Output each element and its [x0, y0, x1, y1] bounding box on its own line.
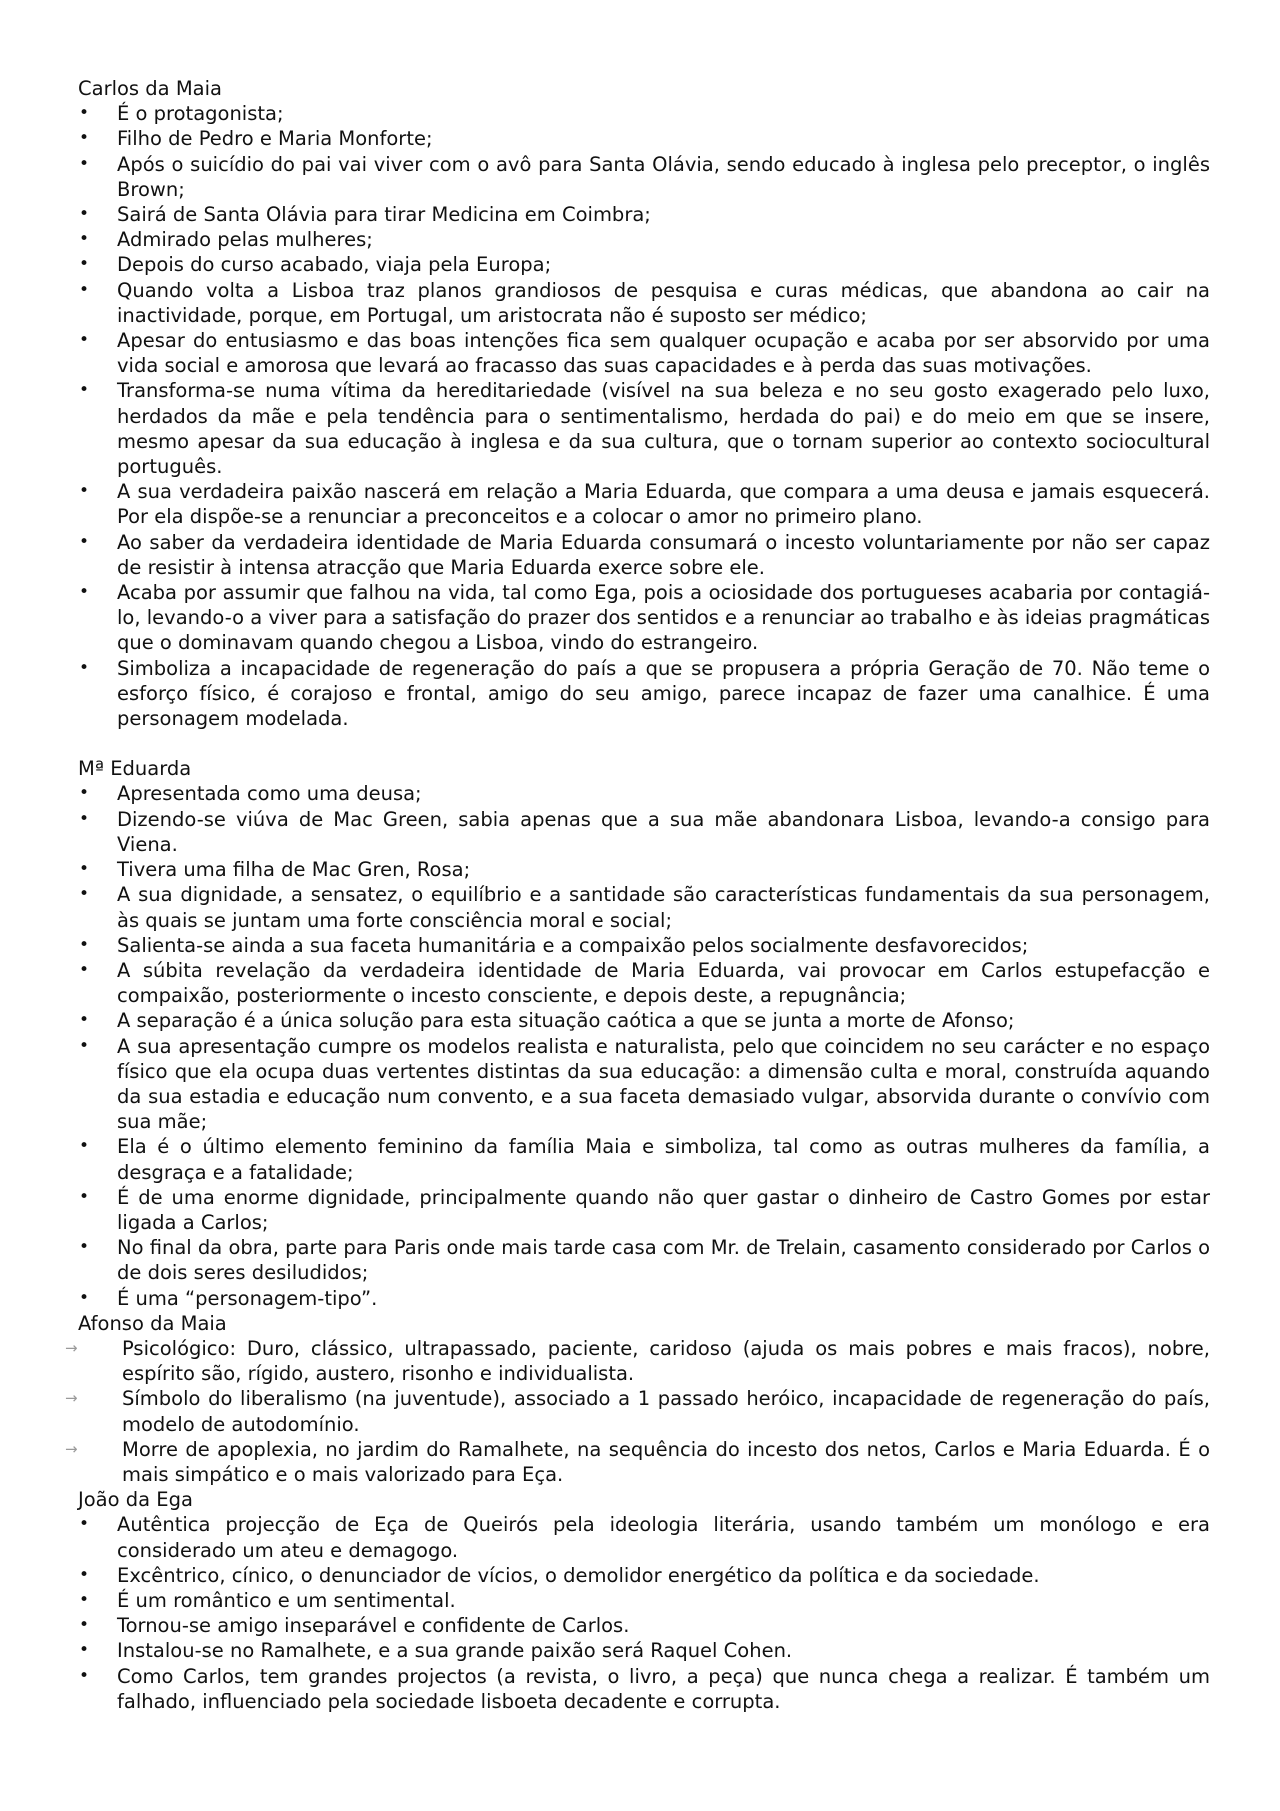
list-item-text: No final da obra, parte para Paris onde mais tarde casa com Mr. de Trelain, casamento considerado por Carlos o de dois seres desiludidos; [117, 1236, 1210, 1285]
bullet-icon: • [79, 1287, 90, 1308]
bullet-icon: • [79, 1010, 90, 1031]
section-title: Afonso da Maia [78, 1311, 227, 1335]
section-carlos-da-maia [78, 76, 1210, 731]
list-item-text: A separação é a única solução para esta situação caótica a que se junta a morte de Afonso; [117, 1009, 1015, 1033]
list-item [78, 152, 1210, 202]
list-item-text: Excêntrico, cínico, o denunciador de vícios, o demolidor energético da política e da sociedade. [117, 1563, 1040, 1587]
list-item-text: Ela é o último elemento feminino da família Maia e simboliza, tal como as outras mulheres da família, a desgraça e a fatalidade; [117, 1135, 1210, 1184]
bullet-icon: • [79, 657, 90, 678]
list-item [78, 1185, 1210, 1235]
bullet-icon: • [79, 1640, 90, 1661]
list-item-text: É um romântico e um sentimental. [117, 1588, 456, 1612]
list-item [65, 1437, 1210, 1487]
arrow-right-icon: → [65, 1389, 78, 1408]
list-item [78, 882, 1210, 932]
bullet-icon: • [79, 959, 90, 980]
list-item [78, 378, 1210, 479]
list-item [78, 1588, 1210, 1613]
arrow-list [65, 1336, 1210, 1487]
list-item [78, 252, 1210, 277]
list-item [78, 328, 1210, 378]
list-item-text: Simboliza a incapacidade de regeneração do país a que se propusera a própria Geração de 70. Não teme o esforço físico, é corajoso e frontal, amigo do seu amigo, parece incapaz de fazer uma canalhice. É uma personagem modelada. [117, 656, 1210, 731]
list-item-text: Tivera uma filha de Mac Gren, Rosa; [117, 858, 471, 882]
list-item [78, 126, 1210, 151]
section-title: Mª Eduarda [78, 757, 192, 781]
list-item-text: Como Carlos, tem grandes projectos (a revista, o livro, a peça) que nunca chega a realizar. É também um falhado, influenciado pela sociedade lisboeta decadente e corrupta. [117, 1664, 1210, 1713]
list-item-text: A sua dignidade, a sensatez, o equilíbrio e a santidade são características fundamentais da sua personagem, às quais se juntam uma forte consciência moral e social; [117, 883, 1210, 932]
list-item-text: Depois do curso acabado, viaja pela Europa; [117, 253, 552, 277]
bullet-icon: • [79, 481, 90, 502]
list-item [78, 101, 1210, 126]
section-title: Carlos da Maia [78, 77, 222, 100]
list-item-text: A súbita revelação da verdadeira identidade de Maria Eduarda, vai provocar em Carlos estupefacção e compaixão, posteriormente o incesto consciente, e depois deste, a repugnância; [117, 958, 1210, 1008]
list-item-text: Dizendo-se viúva de Mac Green, sabia apenas que a sua mãe abandonara Lisboa, levando-a consigo para Viena. [117, 807, 1210, 856]
list-item [78, 857, 1210, 882]
bullet-icon: • [79, 153, 90, 174]
list-item-text: Apresentada como uma deusa; [117, 782, 422, 806]
list-item [78, 479, 1210, 529]
list-item-text: A sua verdadeira paixão nascerá em relação a Maria Eduarda, que compara a uma deusa e jamais esquecerá. Por ela dispõe-se a renunciar a preconceitos e a colocar o amor no primeiro plano. [117, 480, 1210, 529]
list-item-text: Apesar do entusiasmo e das boas intenções fica sem qualquer ocupação e acaba por ser absorvido por uma vida social e amorosa que levará ao fracasso das suas capacidades e à perda das suas motivações. [117, 329, 1210, 378]
bullet-icon: • [79, 279, 90, 300]
bullet-icon: • [79, 254, 90, 275]
list-item [78, 580, 1210, 656]
list-item [78, 1563, 1210, 1588]
list-item [78, 958, 1210, 1008]
list-item [65, 1386, 1210, 1436]
list-item-text: Sairá de Santa Olávia para tirar Medicina em Coimbra; [117, 203, 651, 227]
bullet-icon: • [79, 1136, 90, 1157]
bullet-icon: • [79, 859, 90, 880]
document-page [65, 76, 1210, 1714]
list-item-text: Salienta-se ainda a sua faceta humanitária e a compaixão pelos socialmente desfavorecidos; [117, 933, 1029, 957]
list-item-text: Após o suicídio do pai vai viver com o avô para Santa Olávia, sendo educado à inglesa pelo preceptor, o inglês Brown; [117, 152, 1210, 201]
list-item [78, 1008, 1210, 1033]
list-item-text: Transforma-se numa vítima da hereditariedade (visível na sua beleza e no seu gosto exagerado pelo luxo, herdados da mãe e pela tendência para o sentimentalismo, herdada do pai) e do meio em que se insere, mesmo apesar da sua educação à inglesa e da sua cultura, que o tornam superior ao contexto sociocultural português. [117, 379, 1210, 479]
list-item [78, 933, 1210, 958]
arrow-right-icon: → [65, 1439, 78, 1458]
list-item-text: Filho de Pedro e Maria Monforte; [117, 127, 433, 151]
section-title: João da Ega [78, 1488, 193, 1512]
list-item [78, 807, 1210, 857]
list-item-text: Símbolo do liberalismo (na juventude), associado a 1 passado heróico, incapacidade de regeneração do país, modelo de autodomínio. [122, 1387, 1210, 1436]
list-item [78, 530, 1210, 580]
bullet-icon: • [79, 1514, 90, 1535]
list-item [78, 656, 1210, 732]
bullet-icon: • [79, 783, 90, 804]
section-spacer [78, 731, 1210, 756]
list-item-text: Morre de apoplexia, no jardim do Ramalhete, na sequência do incesto dos netos, Carlos e Maria Eduarda. É o mais simpático e o mais valorizado para Eça. [122, 1437, 1210, 1486]
list-item [78, 1235, 1210, 1285]
list-item-text: Ao saber da verdadeira identidade de Maria Eduarda consumará o incesto voluntariamente por não ser capaz de resistir à intensa atracção que Maria Eduarda exerce sobre ele. [117, 530, 1210, 579]
bullet-icon: • [79, 204, 90, 225]
arrow-right-icon: → [65, 1338, 78, 1357]
bullet-icon: • [79, 884, 90, 905]
bullet-icon: • [79, 934, 90, 955]
bullet-list [78, 101, 1210, 731]
list-item [78, 1664, 1210, 1714]
bullet-icon: • [79, 1665, 90, 1686]
list-item [78, 1638, 1210, 1663]
bullet-icon: • [79, 380, 90, 401]
section-maria-eduarda [78, 756, 1210, 1310]
list-item-text: Admirado pelas mulheres; [117, 228, 373, 252]
list-item [78, 781, 1210, 806]
list-item-text: Tornou-se amigo inseparável e confidente de Carlos. [117, 1614, 630, 1638]
list-item [78, 278, 1210, 328]
bullet-icon: • [79, 128, 90, 149]
list-item [78, 1286, 1210, 1311]
bullet-icon: • [79, 1186, 90, 1207]
list-item [78, 1034, 1210, 1135]
section-joao-da-ega [78, 1487, 1210, 1714]
bullet-icon: • [79, 1589, 90, 1610]
bullet-list [78, 781, 1210, 1310]
list-item [65, 1336, 1210, 1386]
list-item-text: Quando volta a Lisboa traz planos grandiosos de pesquisa e curas médicas, que abandona ao cair na inactividade, porque, em Portugal, um aristocrata não é suposto ser médico; [117, 278, 1210, 327]
bullet-icon: • [79, 1237, 90, 1258]
bullet-icon: • [79, 103, 90, 124]
bullet-icon: • [79, 229, 90, 250]
list-item [78, 202, 1210, 227]
list-item-text: A sua apresentação cumpre os modelos realista e naturalista, pelo que coincidem no seu carácter e no espaço físico que ela ocupa duas vertentes distintas da sua educação: a dimensão culta e moral, construída aquando da sua estadia e educação num convento, e a sua faceta demasiado vulgar, absorvida durante o convívio com sua mãe; [117, 1034, 1210, 1134]
bullet-icon: • [79, 531, 90, 552]
bullet-icon: • [79, 808, 90, 829]
list-item-text: É o protagonista; [117, 102, 284, 126]
section-afonso-da-maia [65, 1311, 1210, 1487]
list-item-text: Autêntica projecção de Eça de Queirós pela ideologia literária, usando também um monólogo e era considerado um ateu e demagogo. [117, 1513, 1210, 1562]
list-item [78, 1512, 1210, 1562]
list-item-text: Acaba por assumir que falhou na vida, tal como Ega, pois a ociosidade dos portugueses acabaria por contagiá-lo, levando-o a viver para a satisfação do prazer dos sentidos e a renunciar ao trabalho e às ideias pragmáticas que o dominavam quando chegou a Lisboa, vindo do estrangeiro. [117, 581, 1210, 655]
list-item-text: Instalou-se no Ramalhete, e a sua grande paixão será Raquel Cohen. [117, 1639, 793, 1663]
bullet-icon: • [79, 1615, 90, 1636]
bullet-icon: • [79, 582, 90, 603]
bullet-icon: • [79, 330, 90, 351]
bullet-icon: • [79, 1035, 90, 1056]
list-item-text: Psicológico: Duro, clássico, ultrapassado, paciente, caridoso (ajuda os mais pobres e mais fracos), nobre, espírito são, rígido, austero, risonho e individualista. [122, 1336, 1210, 1386]
list-item [78, 1613, 1210, 1638]
bullet-list [78, 1512, 1210, 1714]
list-item [78, 1134, 1210, 1184]
bullet-icon: • [79, 1564, 90, 1585]
list-item-text: É de uma enorme dignidade, principalmente quando não quer gastar o dinheiro de Castro Gomes por estar ligada a Carlos; [117, 1185, 1210, 1234]
list-item [78, 227, 1210, 252]
list-item-text: É uma “personagem-tipo”. [117, 1286, 378, 1310]
